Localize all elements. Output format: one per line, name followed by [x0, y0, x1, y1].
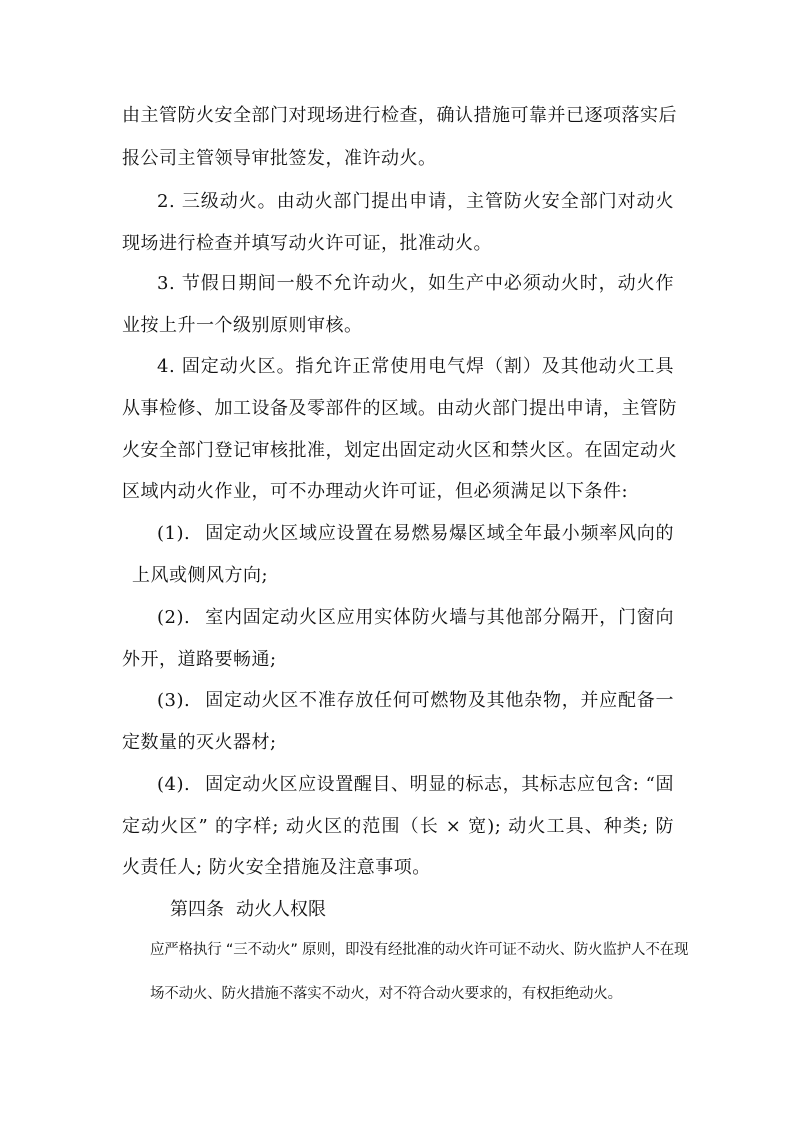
paragraph-line: 2. 三级动火。由动火部门提出申请，主管防火安全部门对动火: [157, 191, 674, 212]
condition-number: (1).: [157, 523, 191, 544]
paragraph-line: 业按上升一个级别原则审核。: [122, 315, 363, 336]
condition-text: 室内固定动火区应用实体防火墙与其他部分隔开，门窗向: [205, 607, 674, 628]
article-heading: [170, 898, 326, 922]
paragraph-line: 由主管防火安全部门对现场进行检查，确认措施可靠并已逐项落实后: [122, 105, 677, 126]
condition-line: [157, 773, 674, 797]
condition-text: 固定动火区域应设置在易燃易爆区域全年最小频率风向的: [205, 523, 674, 544]
condition-line: 定数量的灭火器材;: [122, 732, 277, 753]
condition-text: 固定动火区不准存放任何可燃物及其他杂物，并应配备一: [205, 690, 674, 711]
condition-number: (3).: [157, 690, 191, 711]
condition-line: 上风或侧风方向;: [132, 565, 269, 586]
paragraph-line: 现场进行检查并填写动火许可证，批准动火。: [122, 233, 492, 254]
note-line: 场不动火、防火措施不落实不动火，对不符合动火要求的，有权拒绝动火。: [150, 986, 622, 1002]
condition-number: (4).: [157, 774, 191, 795]
condition-line: [157, 606, 674, 630]
condition-line: 外开，道路要畅通;: [122, 649, 277, 670]
note-line: 应严格执行 “三不动火” 原则，即没有经批准的动火许可证不动火、防火监护人不在现: [150, 942, 689, 958]
paragraph-line: 火安全部门登记审核批准，划定出固定动火区和禁火区。在固定动火: [122, 440, 677, 461]
paragraph-line: 区域内动火作业，可不办理动火许可证，但必须满足以下条件:: [122, 481, 629, 502]
paragraph-line: 4. 固定动火区。指允许正常使用电气焊（割）及其他动火工具: [157, 356, 674, 377]
paragraph-line: 报公司主管领导审批签发，准许动火。: [122, 148, 437, 169]
article-number: 第四条: [170, 899, 224, 920]
paragraph-line: 从事检修、加工设备及零部件的区域。由动火部门提出申请，主管防: [122, 398, 677, 419]
paragraph-line: 3. 节假日期间一般不允许动火，如生产中必须动火时，动火作: [157, 273, 674, 294]
condition-number: (2).: [157, 607, 191, 628]
condition-line: [157, 689, 674, 713]
condition-line: 定动火区” 的字样; 动火区的范围（长 × 宽); 动火工具、种类; 防: [122, 816, 674, 837]
article-title: 动火人权限: [236, 899, 326, 920]
condition-line: [157, 522, 674, 546]
condition-text: 固定动火区应设置醒目、明显的标志，其标志应包含: “固: [205, 774, 674, 795]
condition-line: 火责任人; 防火安全措施及注意事项。: [122, 857, 431, 878]
